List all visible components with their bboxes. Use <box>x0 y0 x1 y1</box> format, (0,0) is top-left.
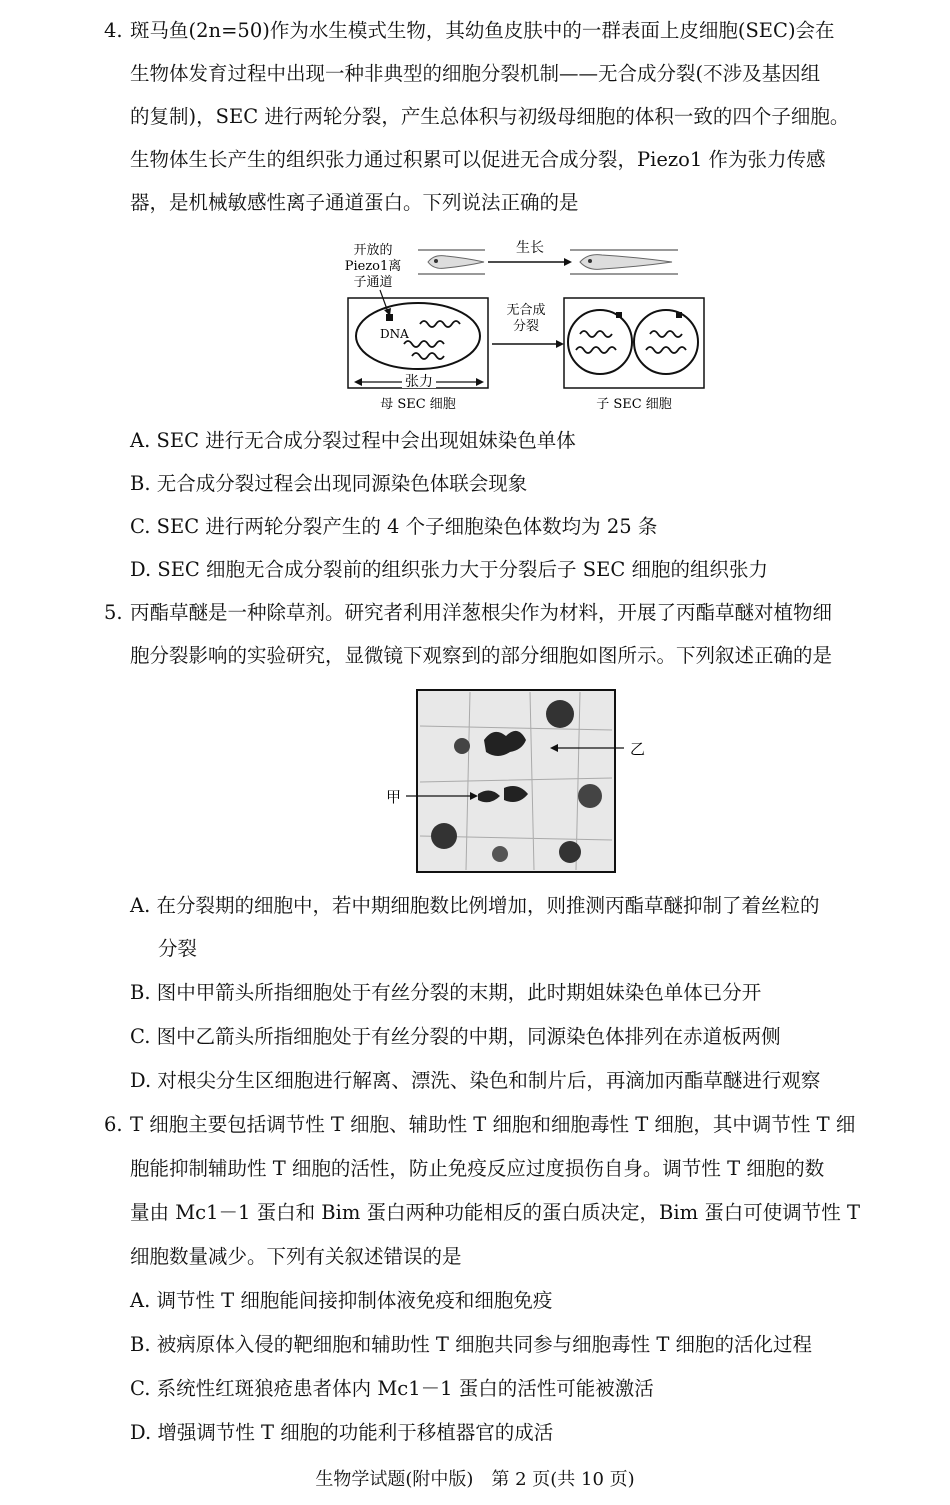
option-d: D. SEC 细胞无合成分裂前的组织张力大于分裂后子 SEC 细胞的组织张力 <box>130 558 768 581</box>
piezo1-channel-icon <box>386 314 393 321</box>
zebrafish-icon <box>570 250 678 274</box>
option-a: A. 调节性 T 细胞能间接抑制体液免疫和细胞免疫 <box>130 1289 553 1312</box>
piezo1-channel-icon <box>676 312 682 318</box>
page-footer: 生物学试题(附中版) 第 2 页(共 10 页) <box>315 1469 635 1490</box>
option-c: C. SEC 进行两轮分裂产生的 4 个子细胞染色体数均为 25 条 <box>130 515 658 538</box>
label-yi: 乙 <box>630 740 646 758</box>
sec-division-diagram <box>340 232 720 422</box>
question-text-line: 胞能抑制辅助性 T 细胞的活性，防止免疫反应过度损伤自身。调节性 T 细胞的数 <box>130 1157 825 1180</box>
option-b: B. 无合成分裂过程会出现同源染色体联会现象 <box>130 472 528 495</box>
mother-cell-label: 母 SEC 细胞 <box>380 397 456 412</box>
microscope-image <box>380 686 670 876</box>
question-text-line: 器，是机械敏感性离子通道蛋白。下列说法正确的是 <box>130 191 579 214</box>
daughter-cell-label: 子 SEC 细胞 <box>596 397 672 412</box>
question-text-line: 胞分裂影响的实验研究，显微镜下观察到的部分细胞如图所示。下列叙述正确的是 <box>130 644 833 667</box>
zebrafish-icon <box>418 250 485 274</box>
division-label: 无合成 <box>506 303 546 318</box>
channel-label: Piezo1离 <box>344 259 402 274</box>
question-text-line: 细胞数量减少。下列有关叙述错误的是 <box>130 1245 462 1268</box>
dna-label: DNA <box>380 327 409 341</box>
option-d: D. 增强调节性 T 细胞的功能利于移植器官的成活 <box>130 1421 554 1444</box>
question-text-line: 生物体发育过程中出现一种非典型的细胞分裂机制——无合成分裂(不涉及基因组 <box>130 62 821 85</box>
question-text-line: T 细胞主要包括调节性 T 细胞、辅助性 T 细胞和细胞毒性 T 细胞，其中调节性 T 细 <box>130 1113 856 1136</box>
question-number: 4. <box>104 19 123 42</box>
question-text-line: 生物体生长产生的组织张力通过积累可以促进无合成分裂，Piezo1 作为张力传感 <box>130 148 826 171</box>
option-a-continued: 分裂 <box>158 937 198 960</box>
question-number: 6. <box>104 1113 123 1136</box>
label-jia: 甲 <box>386 788 402 806</box>
option-b: B. 被病原体入侵的靶细胞和辅助性 T 细胞共同参与细胞毒性 T 细胞的活化过程 <box>130 1333 813 1356</box>
option-d: D. 对根尖分生区细胞进行解离、漂洗、染色和制片后，再滴加丙酯草醚进行观察 <box>130 1069 821 1092</box>
daughter-cell <box>568 310 632 374</box>
division-label: 分裂 <box>512 319 540 334</box>
option-c: C. 图中乙箭头所指细胞处于有丝分裂的中期，同源染色体排列在赤道板两侧 <box>130 1025 781 1048</box>
daughter-cell <box>634 310 698 374</box>
option-c: C. 系统性红斑狼疮患者体内 Mc1－1 蛋白的活性可能被激活 <box>130 1377 654 1400</box>
question-text-line: 量由 Mc1－1 蛋白和 Bim 蛋白两种功能相反的蛋白质决定，Bim 蛋白可使调节性 T <box>130 1201 861 1224</box>
option-a: A. SEC 进行无合成分裂过程中会出现姐妹染色单体 <box>130 429 576 452</box>
option-a: A. 在分裂期的细胞中，若中期细胞数比例增加，则推测丙酯草醚抑制了着丝粒的 <box>130 894 820 917</box>
channel-label: 开放的 <box>353 243 393 258</box>
tension-label: 张力 <box>405 374 433 390</box>
growth-label: 生长 <box>516 240 544 256</box>
question-number: 5. <box>104 601 123 624</box>
question-text-line: 丙酯草醚是一种除草剂。研究者利用洋葱根尖作为材料，开展了丙酯草醚对植物细 <box>130 601 833 624</box>
question-text-line: 斑马鱼(2n=50)作为水生模式生物，其幼鱼皮肤中的一群表面上皮细胞(SEC)会在 <box>130 19 835 42</box>
question-text-line: 的复制)，SEC 进行两轮分裂，产生总体积与初级母细胞的体积一致的四个子细胞。 <box>130 105 850 128</box>
channel-label: 子通道 <box>353 275 393 290</box>
option-b: B. 图中甲箭头所指细胞处于有丝分裂的末期，此时期姐妹染色单体已分开 <box>130 981 762 1004</box>
piezo1-channel-icon <box>616 312 622 318</box>
mother-cell <box>356 303 480 369</box>
